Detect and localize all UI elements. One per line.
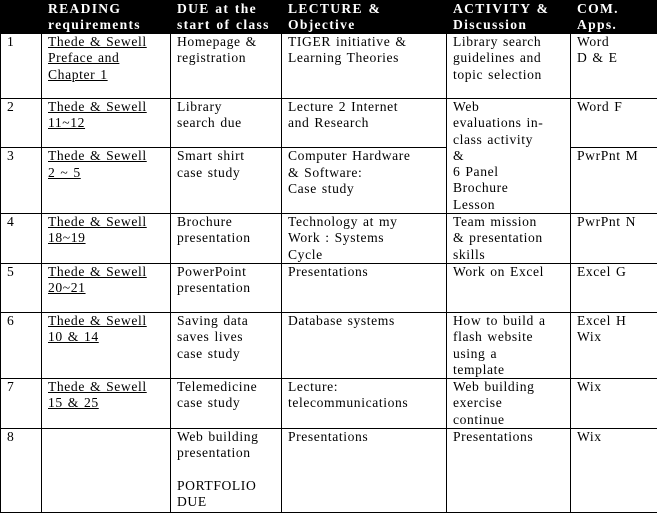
- activity-cell: [447, 312, 571, 378]
- due-cell: [171, 263, 282, 312]
- lecture-line: Lecture 2 Internet: [288, 99, 399, 114]
- reading-line: 15 & 25: [48, 395, 99, 411]
- reading-line: Thede & Sewell: [48, 34, 147, 49]
- header-week: [1, 1, 42, 34]
- reading-line: 20~21: [48, 280, 86, 296]
- lecture-cell: [282, 429, 447, 513]
- lecture-line: TIGER initiative &: [288, 34, 407, 49]
- reading-line: Thede & Sewell: [48, 99, 147, 114]
- due-cell: [171, 99, 282, 148]
- apps-line: Word F: [577, 99, 623, 114]
- header-apps: [571, 1, 657, 34]
- activity-line: Team mission: [453, 214, 537, 230]
- table-row: [1, 429, 657, 513]
- lecture-line: Technology at my: [288, 214, 398, 230]
- lecture-cell: [282, 148, 447, 214]
- reading-line: Thede & Sewell: [48, 379, 147, 395]
- table-row: [1, 99, 657, 148]
- header-due-line: DUE at the: [177, 1, 257, 16]
- apps-cell: [571, 99, 657, 148]
- reading-line: 11~12: [48, 115, 86, 131]
- header-apps-line: Apps.: [577, 16, 618, 32]
- apps-line: D & E: [577, 50, 618, 66]
- due-line: PORTFOLIO: [177, 477, 257, 493]
- reading-line: 18~19: [48, 230, 86, 246]
- apps-line: Wix: [577, 379, 602, 395]
- due-line: registration: [177, 50, 247, 66]
- header-apps-line: COM.: [577, 1, 619, 16]
- header-reading-line: requirements: [48, 16, 141, 32]
- lecture-line: Presentations: [288, 429, 369, 445]
- header-due-line: start of class: [177, 16, 270, 32]
- reading-cell: [42, 379, 171, 429]
- reading-cell: [42, 148, 171, 214]
- header-lecture-line: Objective: [288, 16, 356, 32]
- activity-cell: [447, 429, 571, 513]
- due-line: Web building: [177, 429, 259, 445]
- week-number: 3: [1, 148, 42, 214]
- header-lecture-line: LECTURE &: [288, 1, 382, 16]
- activity-cell: [447, 263, 571, 312]
- activity-line: Presentations: [453, 429, 534, 445]
- lecture-line: Lecture:: [288, 379, 339, 395]
- table-row: [1, 379, 657, 429]
- header-reading: [42, 1, 171, 34]
- due-cell: [171, 312, 282, 378]
- activity-cell: [447, 379, 571, 429]
- lecture-line: Case study: [288, 181, 355, 197]
- lecture-line: telecommunications: [288, 395, 409, 411]
- due-line: Smart shirt: [177, 148, 245, 164]
- table-row: [1, 263, 657, 312]
- table-row: [1, 34, 657, 99]
- header-due: [171, 1, 282, 34]
- activity-line: Library search: [453, 34, 542, 49]
- activity-line: How to build a: [453, 312, 546, 328]
- lecture-line: Presentations: [288, 263, 369, 279]
- activity-line: class activity: [453, 131, 533, 147]
- lecture-line: Learning Theories: [288, 50, 399, 66]
- activity-line: guidelines and: [453, 50, 542, 66]
- week-number: 7: [1, 379, 42, 429]
- reading-line: Preface and: [48, 50, 120, 66]
- lecture-line: & Software:: [288, 164, 363, 180]
- due-line: saves lives: [177, 329, 244, 345]
- due-line: presentation: [177, 230, 251, 246]
- week-number: 4: [1, 214, 42, 264]
- reading-cell: [42, 214, 171, 264]
- apps-line: Word: [577, 34, 610, 49]
- apps-cell: [571, 34, 657, 99]
- due-cell: [171, 214, 282, 264]
- reading-line: Chapter 1: [48, 66, 108, 82]
- due-line: DUE: [177, 494, 207, 510]
- activity-line: &: [453, 147, 465, 163]
- week-number: 5: [1, 263, 42, 312]
- apps-line: Excel H: [577, 312, 627, 328]
- lecture-line: Computer Hardware: [288, 148, 411, 164]
- reading-cell: [42, 429, 171, 513]
- table-row: [1, 214, 657, 264]
- apps-line: PwrPnt M: [577, 148, 639, 164]
- lecture-cell: [282, 34, 447, 99]
- due-line: search due: [177, 115, 242, 131]
- reading-cell: [42, 312, 171, 378]
- apps-cell: [571, 263, 657, 312]
- due-cell: [171, 429, 282, 513]
- due-line: Homepage &: [177, 34, 257, 49]
- lecture-line: Database systems: [288, 312, 395, 328]
- reading-cell: [42, 34, 171, 99]
- reading-line: Thede & Sewell: [48, 148, 147, 164]
- due-line: Telemedicine: [177, 379, 258, 395]
- activity-cell: [447, 99, 571, 214]
- lecture-line: and Research: [288, 115, 370, 131]
- lecture-cell: [282, 312, 447, 378]
- reading-line: 2 ~ 5: [48, 164, 81, 180]
- activity-cell: [447, 34, 571, 99]
- activity-line: skills: [453, 246, 486, 262]
- due-line: presentation: [177, 445, 251, 461]
- apps-line: Excel G: [577, 263, 627, 279]
- due-line: Saving data: [177, 312, 249, 328]
- table-row: [1, 312, 657, 378]
- activity-line: Web: [453, 99, 480, 114]
- apps-cell: [571, 148, 657, 214]
- activity-line: topic selection: [453, 66, 542, 82]
- header-row: [1, 1, 657, 34]
- week-number: 2: [1, 99, 42, 148]
- week-number: 1: [1, 34, 42, 99]
- activity-line: Lesson: [453, 196, 496, 212]
- due-line: case study: [177, 164, 241, 180]
- activity-cell: [447, 214, 571, 264]
- lecture-cell: [282, 214, 447, 264]
- activity-line: continue: [453, 411, 505, 427]
- apps-line: Wix: [577, 329, 602, 345]
- due-line: case study: [177, 395, 241, 411]
- header-activity: [447, 1, 571, 34]
- reading-line: Thede & Sewell: [48, 312, 147, 328]
- apps-line: Wix: [577, 429, 602, 445]
- due-cell: [171, 379, 282, 429]
- activity-line: evaluations in-: [453, 115, 544, 131]
- activity-line: flash website: [453, 329, 534, 345]
- activity-line: Work on Excel: [453, 263, 544, 279]
- lecture-line: Cycle: [288, 246, 323, 262]
- reading-cell: [42, 263, 171, 312]
- due-cell: [171, 148, 282, 214]
- due-line: Brochure: [177, 214, 233, 230]
- week-number: 6: [1, 312, 42, 378]
- reading-line: 10 & 14: [48, 329, 99, 345]
- due-line: PowerPoint: [177, 263, 247, 279]
- apps-cell: [571, 214, 657, 264]
- reading-line: Thede & Sewell: [48, 214, 147, 230]
- header-lecture: [282, 1, 447, 34]
- reading-line: Thede & Sewell: [48, 263, 147, 279]
- lecture-cell: [282, 263, 447, 312]
- lecture-line: Work : Systems: [288, 230, 385, 246]
- activity-line: & presentation: [453, 230, 543, 246]
- activity-line: using a: [453, 345, 498, 361]
- activity-line: template: [453, 361, 505, 377]
- lecture-cell: [282, 99, 447, 148]
- week-number: 8: [1, 429, 42, 513]
- activity-line: Web building: [453, 379, 535, 395]
- due-line: Library: [177, 99, 222, 114]
- header-reading-line: READING: [48, 1, 122, 16]
- lecture-cell: [282, 379, 447, 429]
- apps-cell: [571, 379, 657, 429]
- apps-line: PwrPnt N: [577, 214, 637, 230]
- header-activity-line: Discussion: [453, 16, 528, 32]
- due-line: case study: [177, 345, 241, 361]
- due-line: presentation: [177, 280, 251, 296]
- header-activity-line: ACTIVITY &: [453, 1, 550, 16]
- activity-line: exercise: [453, 395, 503, 411]
- apps-cell: [571, 429, 657, 513]
- activity-line: 6 Panel: [453, 164, 499, 180]
- activity-line: Brochure: [453, 180, 509, 196]
- reading-cell: [42, 99, 171, 148]
- spacer: [177, 462, 279, 478]
- apps-cell: [571, 312, 657, 378]
- due-cell: [171, 34, 282, 99]
